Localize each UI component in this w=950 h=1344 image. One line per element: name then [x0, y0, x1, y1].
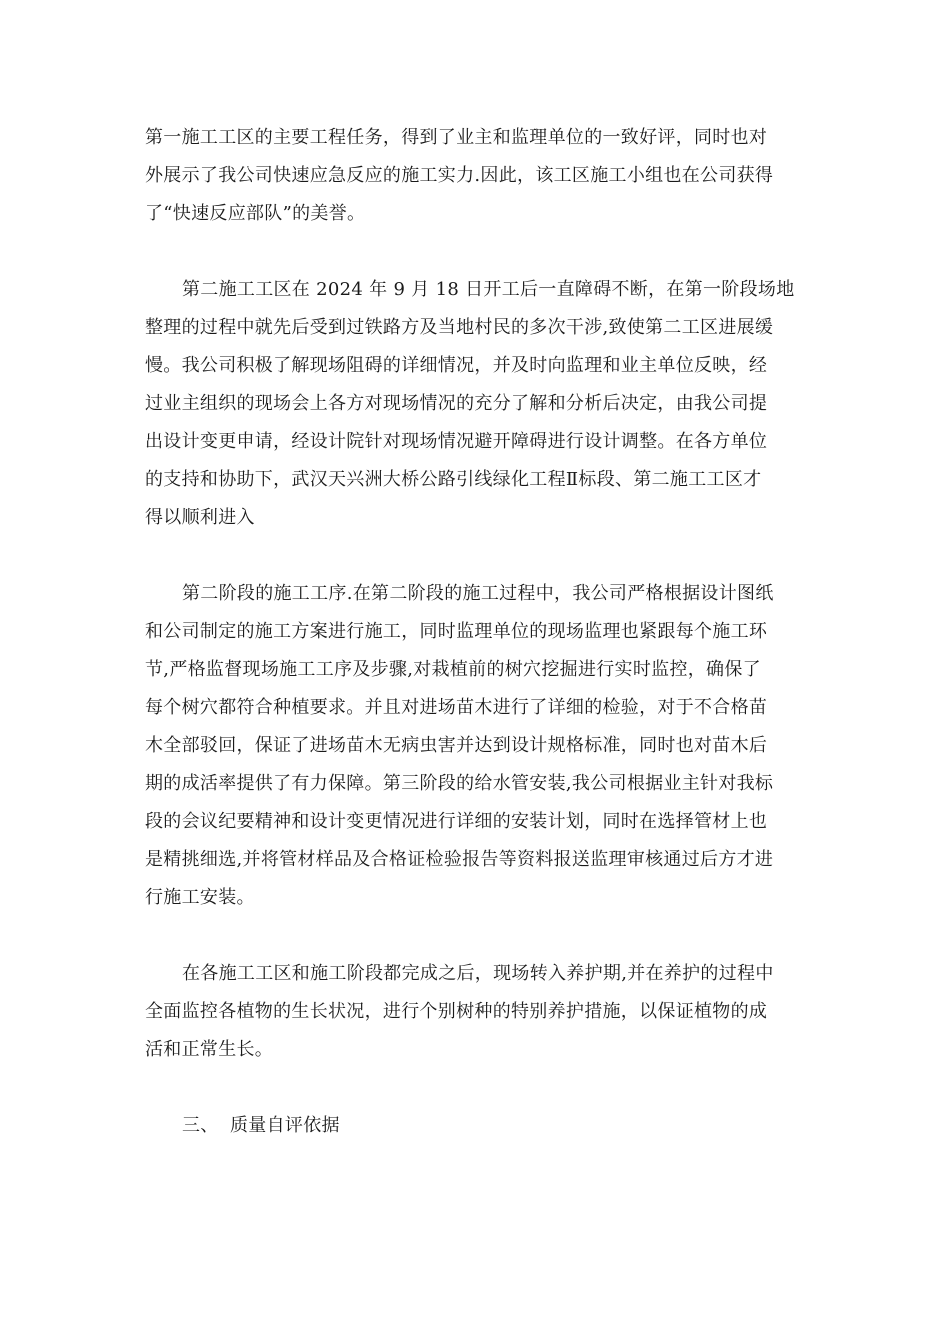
paragraph-3-line-4: 每个树穴都符合种植要求。并且对进场苗木进行了详细的检验，对于不合格苗 — [145, 697, 768, 718]
paragraph-2-line-5: 出设计变更申请，经设计院针对现场情况避开障碍进行设计调整。在各方单位 — [145, 431, 768, 452]
paragraph-2-line-7: 得以顺利进入 — [145, 507, 255, 528]
paragraph-3-line-3: 节,严格监督现场施工工序及步骤,对栽植前的树穴挖掘进行实时监控，确保了 — [145, 659, 761, 680]
paragraph-3-line-7: 段的会议纪要精神和设计变更情况进行详细的安装计划，同时在选择管材上也 — [145, 811, 768, 832]
paragraph-3-line-9: 行施工安装。 — [145, 887, 255, 908]
paragraph-3-line-5: 木全部驳回，保证了进场苗木无病虫害并达到设计规格标准，同时也对苗木后 — [145, 735, 768, 756]
paragraph-3-line-2: 和公司制定的施工方案进行施工，同时监理单位的现场监理也紧跟每个施工环 — [145, 621, 768, 642]
paragraph-1-line-3: 了“快速反应部队”的美誉。 — [145, 203, 366, 224]
paragraph-1-line-1: 第一施工工区的主要工程任务，得到了业主和监理单位的一致好评，同时也对 — [145, 127, 768, 148]
paragraph-4-line-3: 活和正常生长。 — [145, 1039, 274, 1060]
paragraph-1-line-2: 外展示了我公司快速应急反应的施工实力.因此，该工区施工小组也在公司获得 — [145, 165, 774, 186]
paragraph-2-line-4: 过业主组织的现场会上各方对现场情况的充分了解和分析后决定，由我公司提 — [145, 393, 768, 414]
paragraph-3-line-1: 第二阶段的施工工序.在第二阶段的施工过程中，我公司严格根据设计图纸 — [182, 583, 774, 604]
section-heading-number: 三、 — [182, 1115, 219, 1136]
paragraph-2-line-1: 第二施工工区在 2024 年 9 月 18 日开工后一直障碍不断，在第一阶段场地 — [182, 279, 795, 300]
paragraph-2-line-3: 慢。我公司积极了解现场阻碍的详细情况，并及时向监理和业主单位反映，经 — [145, 355, 768, 376]
section-heading-title: 质量自评依据 — [230, 1115, 340, 1136]
paragraph-2-line-2: 整理的过程中就先后受到过铁路方及当地村民的多次干涉,致使第二工区进展缓 — [145, 317, 774, 338]
paragraph-4-line-1: 在各施工工区和施工阶段都完成之后，现场转入养护期,并在养护的过程中 — [182, 963, 774, 984]
paragraph-4-line-2: 全面监控各植物的生长状况，进行个别树种的特别养护措施，以保证植物的成 — [145, 1001, 768, 1022]
paragraph-2-line-6: 的支持和协助下，武汉天兴洲大桥公路引线绿化工程Ⅱ标段、第二施工工区才 — [145, 469, 762, 490]
paragraph-3-line-8: 是精挑细选,并将管材样品及合格证检验报告等资料报送监理审核通过后方才进 — [145, 849, 774, 870]
paragraph-3-line-6: 期的成活率提供了有力保障。第三阶段的给水管安装,我公司根据业主针对我标 — [145, 773, 774, 794]
